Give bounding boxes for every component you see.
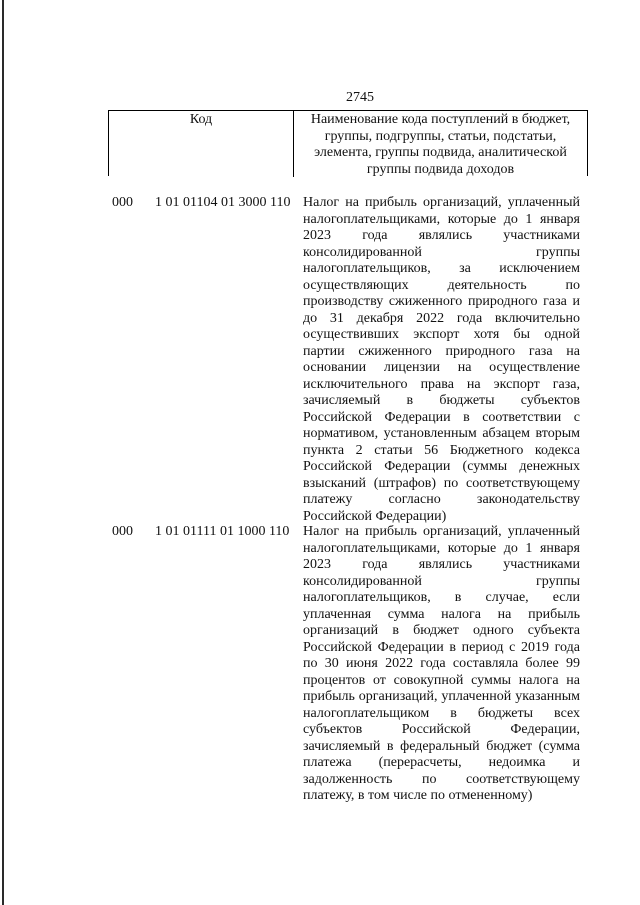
header-name-column: Наименование кода поступлений в бюджет, группы, подгруппы, статьи, подстатьи, элемента, группы подвида, аналитической группы подвида доходов <box>310 112 571 177</box>
row-income-code: 1 01 01111 01 1000 110 <box>155 524 290 539</box>
row-description: Налог на прибыль организаций, уплаченный налогоплательщиками, которые до 1 января 2023 года являлись участниками консолидированной группы налогоплательщиков, за исключением осуществляющих деятельность по производству сжиженного природного газа и до 31 декабря 2022 года включительно осуществивших экспорт хотя бы одной партии сжиженного природного газа на основании лицензии на осуществление исключительного права на экспорт газа, зачисляемый в бюджеты субъектов Российской Федерации в соответствии с нормативом, установленным абзацем вторым пункта 2 статьи 56 Бюджетного кодекса Российской Федерации (суммы денежных взысканий (штрафов) по соответствующему платежу согласно законодательству Российской Федерации) <box>303 195 580 524</box>
page-number: 2745 <box>346 90 374 105</box>
table-header <box>108 110 588 176</box>
scan-edge-line <box>2 0 4 905</box>
header-code-column: Код <box>109 111 294 177</box>
row-income-code: 1 01 01104 01 3000 110 <box>155 195 291 210</box>
row-admin-code: 000 <box>112 524 133 539</box>
row-description: Налог на прибыль организаций, уплаченный налогоплательщиками, которые до 1 января 2023 года являлись участниками консолидированной группы налогоплательщиков, в случае, если уплаченная сумма налога на прибыль организаций в бюджет одного субъекта Российской Федерации в период с 2019 года по 30 июня 2022 года составляла более 99 процентов от совокупной суммы налога на прибыль организаций, уплаченной указанным налогоплательщиком в бюджеты всех субъектов Российской Федерации, зачисляемый в федеральный бюджет (сумма платежа (перерасчеты, недоимка и задолженность по соответствующему платежу, в том числе по отмененному) <box>303 524 580 803</box>
row-admin-code: 000 <box>112 195 133 210</box>
